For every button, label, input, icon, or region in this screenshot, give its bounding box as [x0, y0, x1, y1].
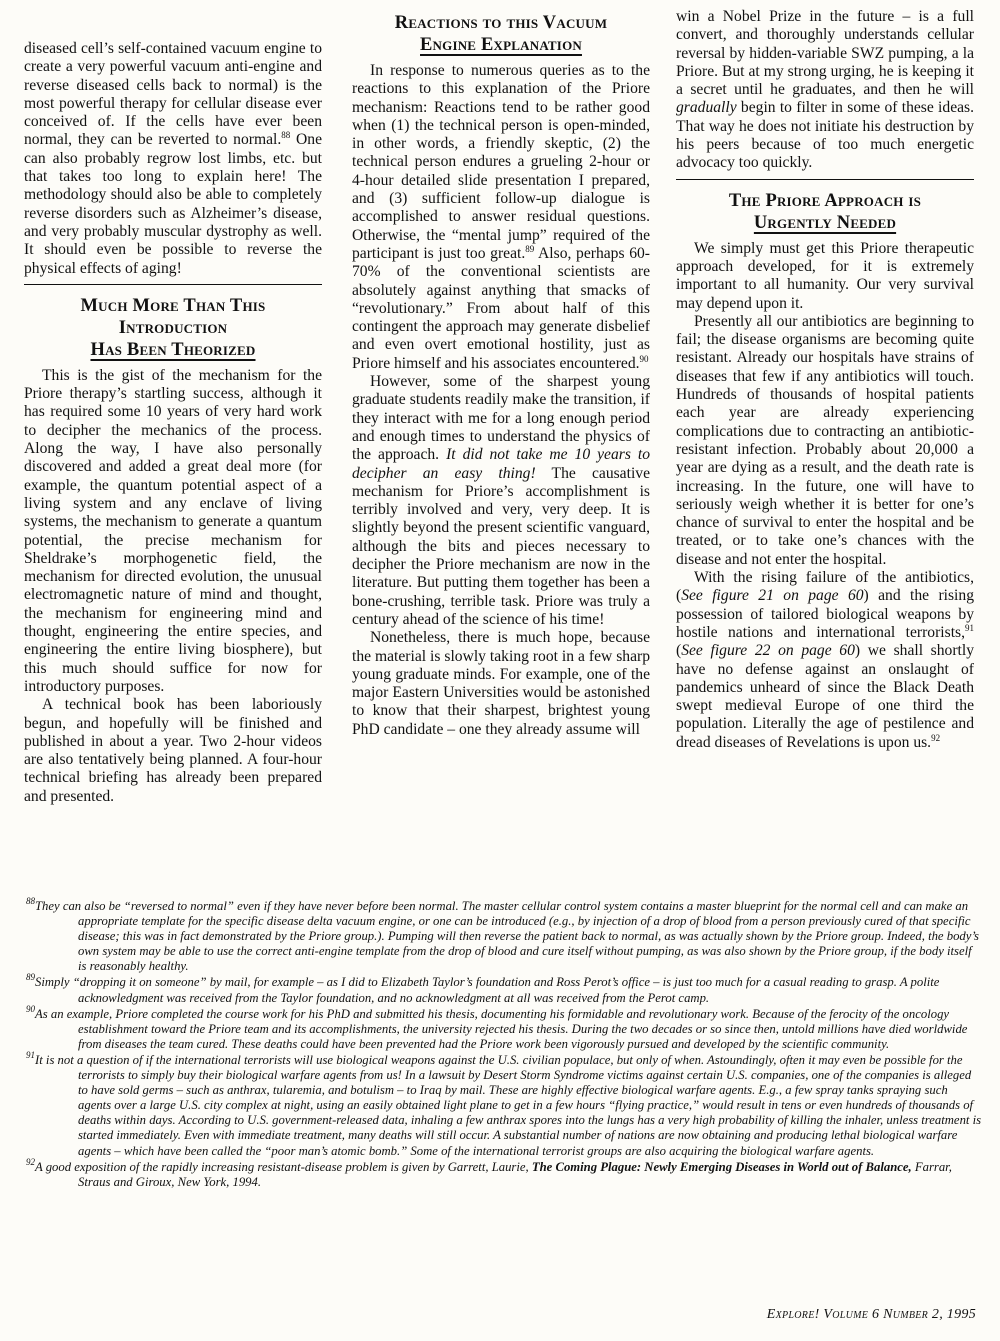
page-footer: Explore! Volume 6 Number 2, 1995 — [766, 1307, 976, 1322]
footnote: $^{88}$They can also be “reversed to normal” even if they have never before been normal. The master cellular control system contains a master blueprint for the normal cell and can make an appropriate template for the specific disease delta vacuum engine, or one can be introduced (e.g., by injection of a drop of blood from a person previously cured of that specific disease; this was in fact demonstrated by the Priore group.). Pumping will then reverse the patient back to normal, as was actually shown by the Priore group. Indeed, the body’s own system may be able to use the correct anti-engine template from the drop of blood and cure itself without pumping, as was also shown by the Priore group, if the body itself is reasonably healthy. — [26, 896, 979, 974]
footnote: $^{89}$Simply “dropping it on someone” by mail, for example – as I did to Elizabeth Taylor’s foundation and Ross Perot’s office – is just too much for a casual reading to grasp. A polite acknowledgment was received from the Taylor foundation, and no acknowledgment at all was received from the Perot camp. — [26, 972, 940, 1005]
column-2 — [352, 12, 650, 739]
footnote-ref: 90 — [639, 353, 649, 364]
section-heading-urgently-needed: The Priore Approach is Urgently Needed — [728, 190, 922, 233]
section-heading-much-more: Much More Than This Introduction Has Been Theorized — [80, 295, 266, 360]
book-title: The Coming Plague: Newly Emerging Diseases in World out of Balance, — [531, 1159, 912, 1174]
footnote: $^{90}$As an example, Priore completed the course work for his PhD and submitted his thesis, documenting his formidable and revolutionary work. Because of the ferocity of the oncology establishment toward the Priore team and its accomplishments, the university rejected his thesis. During the two decades or so since then, untold millions have died worldwide from diseases the team cured. These deaths could have been prevented had the Priore work been vigorously pursued and developed by the scientific community. — [26, 1003, 968, 1051]
footnote-ref: 91 — [965, 622, 974, 633]
paragraph: With the rising failure of the antibiotics, (See figure 21 on page 60) and the rising possession of tailored biological weapons by hostile nations and international terrorists,$^{91}$ (See figure 22 on page 60) we shall shortly have no defense against an onslaught of pandemics unheard of since the Black Death swept medieval Europe of one third the population. Literally the age of pestilence and dread diseases of Revelations is upon us.$^{92}$ — [676, 569, 974, 751]
footnotes — [20, 896, 982, 1191]
paragraph: This is the gist of the mechanism for the Priore therapy’s startling success, although it has required some 10 years of very hard work to decipher the mechanics of the process. Along the way, I have also personally discovered and added a great deal more (for example, the quantum potential aspect of a living system and any enclave of living systems, the mechanism to generate a quantum potential, the precise mechanism for Sheldrake’s morphogenetic field, the mechanism for directed evolution, the unusual electromagnetic nature of mind and thought, the mechanism for engineering mind and thought, engineering the entire species, and engineering the entire living biosphere), but this much should suffice for now for introductory purposes. — [24, 366, 322, 695]
paragraph: However, some of the sharpest young graduate students readily make the transition, if they interact with me for a long enough period and enough times to understand the physics of the approach. It did not take me 10 years to decipher an easy thing! The causative mechanism for Priore’s accomplishment is terribly involved and very, very deep. It is slightly beyond the present scientific vanguard, although the bits and pieces necessary to decipher the Priore mechanism are now in the literature. But putting them together has been a bone-crushing, terrible task. Priore was truly a century ahead of the science of his time! — [352, 373, 651, 628]
section-heading-reactions: Reactions to this Vacuum Engine Explanation — [394, 13, 608, 55]
footnote: $^{91}$It is not a question of if the international terrorists will use biological weapons against the U.S. civilian populace, but only of when. Astoundingly, often it may even be possible for the terrorists to simply buy their biological warfare agents from us! In a lawsuit by Desert Storm Syndrome victims against certain U.S. companies, one of the companies is alleged to have sold germs – such as anthrax, tularemia, and botulism – to Iraq by mail. These are highly effective biological warfare agents. E.g., a few spray tanks spraying such agents over a large U.S. city complex at night, using an easily obtained light plane to get in a few hours “flying practice,” would result in tens or even hundreds of thousands of deaths within days. According to U.S. government-released data, inhaling a few anthrax spores into the lungs has a very high probability of killing the inhaler, unless treatment is started immediately. Even with immediate treatment, many deaths will still occur. A substantial number of nations are now obtaining and producing lethal biological warfare agents – which have been called the “poor man’s atomic bomb.” Some of the international terrorist groups are also acquiring the biological warfare agents. — [26, 1049, 982, 1158]
column-1 — [24, 40, 322, 806]
paragraph: Nonetheless, there is much hope, because the material is slowly taking root in a few sharp young graduate minds. For example, one of the major Eastern Universities would be astonished to know that their sharpest, brightest young PhD candidate – one they already assume will — [352, 629, 650, 738]
column-3 — [676, 8, 974, 752]
paragraph: diseased cell’s self-contained vacuum engine to create a very powerful vacuum anti-engine and reverse diseased cells back to normal) is the most powerful therapy for cellular disease ever conceived of. If the cells have ever been normal, they can be reverted to normal.$^{88}$ One can also probably regrow lost limbs, etc. but that takes too long to explain here! The methodology should also be able to completely reverse disorders such as Alzheimer’s disease, and very probably muscular dystrophy as well. It should even be possible to reverse the physical effects of aging! — [24, 40, 322, 277]
paragraph: win a Nobel Prize in the future – is a full convert, and thoroughly understands cellular reversal by hidden-variable SWZ pumping, a la Priore. But at my strong urging, he is keeping it a secret until he graduates, and then he will gradually begin to filter in some of these ideas. That way he does not initiate his destruction by his peers because of too much energetic advocacy too quickly. — [676, 8, 974, 172]
footnote-ref: 92 — [931, 732, 941, 743]
paragraph: A technical book has been laboriously begun, and hopefully will be finished and published in about a year. Two 2-hour videos are also tentatively being planned. A four-hour technical briefing has already been prepared and presented. — [24, 696, 322, 805]
footnote-ref: 88 — [281, 130, 291, 141]
paragraph: In response to numerous queries as to the reactions to this explanation of the Priore mechanism: Reactions tend to be rather good when (1) the technical person is open-minded, in other words, a friendly skeptic, (2) the technical person endures a grueling 2-hour or 4-hour detailed slide presentation I prepared, and (3) sufficient follow-up dialogue is accomplished to answer residual questions. Otherwise, the “mental jump” required of the participant is just too great.$^{89}$ Also, perhaps 60-70% of the conventional scientists are absolutely against anything that smacks of “revolutionary.” From about half of this contingent the approach may generate disbelief and even overt emotional hostility, just as Priore himself and his associates encountered.$^{90}$ — [352, 62, 650, 372]
paragraph: We simply must get this Priore therapeutic approach developed, for it is extremely important to all humanity. Our very survival may depend upon it. — [676, 239, 974, 312]
section-rule — [676, 179, 974, 180]
footnote: $^{92}$A good exposition of the rapidly increasing resistant-disease problem is given by Garrett, Laurie, The Coming Plague: Newly Emerging Diseases in World out of Balance, Farrar, Straus and Giroux, New York, 1994. — [26, 1156, 952, 1189]
section-rule — [24, 284, 322, 285]
paragraph: Presently all our antibiotics are beginning to fail; the disease organisms are becoming quite resistant. Already our hospitals have strains of diseases that few if any antibiotics will touch. Hundreds of thousands of hospital patients each year are already experiencing complications due to contracting an antibiotic-resistant infection. Probably about 20,000 a year are dying as a result, and the death rate is increasing. In the future, one will have to seriously weigh whether it is better for one’s chance of survival to enter the hospital and be treated, or to take one’s chances with the disease and not enter the hospital. — [676, 312, 974, 568]
footnote-ref: 89 — [525, 243, 535, 254]
